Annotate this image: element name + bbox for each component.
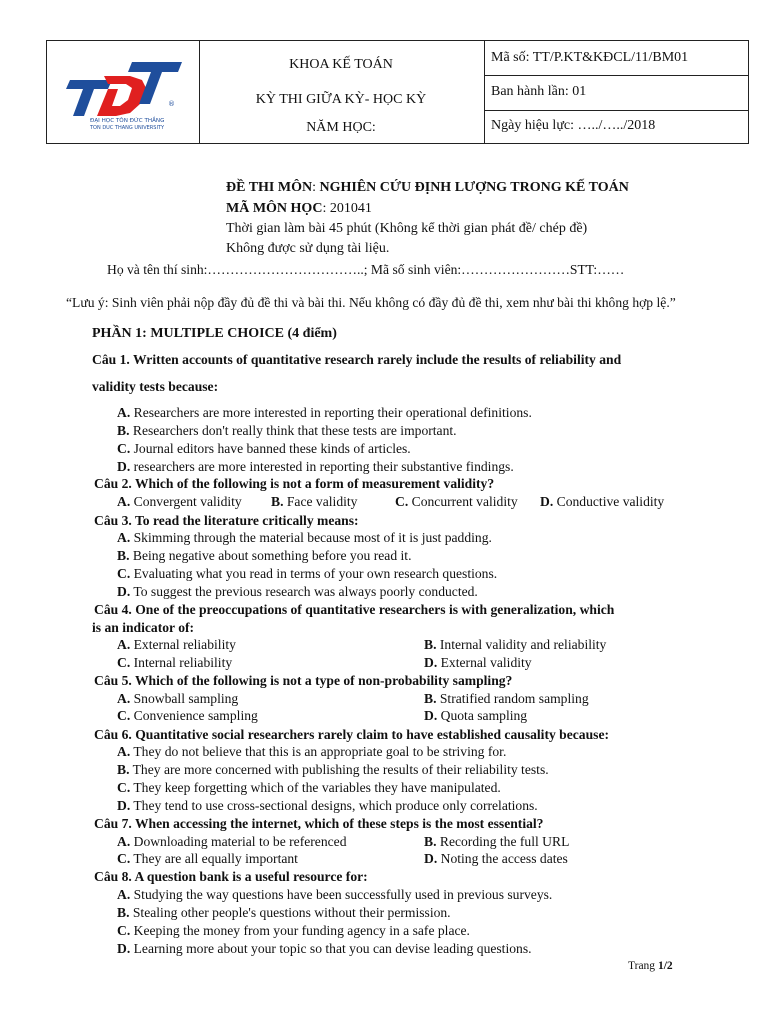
- exam-period: KỲ THI GIỮA KỲ- HỌC KỲ: [255, 92, 427, 107]
- question-text: Written accounts of quantitative research rarely include the results of reliability and: [132, 352, 622, 367]
- option-3d[interactable]: D. To suggest the previous research was always poorly conducted.: [117, 584, 478, 599]
- option-7b[interactable]: B. Recording the full URL: [424, 834, 570, 849]
- option-4d[interactable]: D. External validity: [424, 655, 532, 670]
- option-3a[interactable]: A. Skimming through the material because most of it is just padding.: [117, 530, 492, 545]
- question-1: [92, 352, 621, 368]
- option-1c[interactable]: C. Journal editors have banned these kinds of articles.: [117, 441, 411, 456]
- course-code-value: : 201041: [322, 201, 372, 216]
- option-1a[interactable]: A. Researchers are more interested in reporting their operational definitions.: [117, 405, 532, 420]
- course-code-label: MÃ MÔN HỌC: [226, 201, 323, 216]
- subject-label: ĐỀ THI MÔN: [226, 180, 313, 195]
- option-2a[interactable]: A. Convergent validity: [117, 494, 242, 509]
- question-number: Câu 1.: [92, 352, 130, 367]
- school-year: NĂM HỌC:: [306, 120, 376, 135]
- option-6d[interactable]: D. They tend to use cross-sectional designs, which produce only correlations.: [117, 798, 538, 813]
- option-7d[interactable]: D. Noting the access dates: [424, 851, 568, 866]
- option-8c[interactable]: C. Keeping the money from your funding agency in a safe place.: [117, 923, 470, 938]
- university-logo: [60, 56, 185, 132]
- question-8: Câu 8. A question bank is a useful resource for:: [94, 869, 368, 884]
- question-5: Câu 5. Which of the following is not a type of non-probability sampling?: [94, 673, 513, 688]
- question-3: Câu 3. To read the literature critically means:: [94, 513, 359, 528]
- option-4a[interactable]: A. External reliability: [117, 637, 236, 652]
- logo-line-2: TON DUC THANG UNIVERSITY: [90, 125, 165, 131]
- option-6b[interactable]: B. They are more concerned with publishing the results of their reliability tests.: [117, 762, 549, 777]
- faculty-name: KHOA KẾ TOÁN: [289, 57, 393, 72]
- option-6a[interactable]: A. They do not believe that this is an appropriate goal to be striving for.: [117, 744, 507, 759]
- question-4-cont: is an indicator of:: [92, 620, 195, 635]
- option-4b[interactable]: B. Internal validity and reliability: [424, 637, 607, 652]
- course-code: [226, 201, 372, 217]
- option-8d[interactable]: D. Learning more about your topic so that you can devise leading questions.: [117, 941, 532, 956]
- option-5c[interactable]: C. Convenience sampling: [117, 708, 258, 723]
- question-2: Câu 2. Which of the following is not a form of measurement validity?: [94, 476, 495, 491]
- no-materials-note: Không được sử dụng tài liệu.: [226, 241, 390, 256]
- question-1-cont: validity tests because:: [92, 379, 219, 394]
- page-number: Trang 1/2: [628, 960, 673, 972]
- option-8a[interactable]: A. Studying the way questions have been successfully used in previous surveys.: [117, 887, 553, 902]
- option-2c[interactable]: C. Concurrent validity: [395, 494, 518, 509]
- exam-duration: Thời gian làm bài 45 phút (Không kể thời gian phát đề/ chép đề): [226, 221, 588, 236]
- registered-mark: ®: [168, 100, 175, 108]
- form-code: Mã số: TT/P.KT&KĐCL/11/BM01: [491, 50, 689, 65]
- option-8b[interactable]: B. Stealing other people's questions without their permission.: [117, 905, 451, 920]
- question-7: Câu 7. When accessing the internet, which of these steps is the most essential?: [94, 816, 544, 831]
- option-3c[interactable]: C. Evaluating what you read in terms of your own research questions.: [117, 566, 498, 581]
- option-3b[interactable]: B. Being negative about something before you read it.: [117, 548, 412, 563]
- option-7c[interactable]: C. They are all equally important: [117, 851, 298, 866]
- logo-line-1: ĐẠI HỌC TÔN ĐỨC THẮNG: [90, 118, 165, 124]
- option-5b[interactable]: B. Stratified random sampling: [424, 691, 589, 706]
- option-4c[interactable]: C. Internal reliability: [117, 655, 233, 670]
- logo-graphic: [60, 56, 185, 132]
- issue-number: Ban hành lần: 01: [491, 84, 587, 99]
- option-1d[interactable]: D. researchers are more interested in reporting their substantive findings.: [117, 459, 514, 474]
- submission-note: “Lưu ý: Sinh viên phải nộp đầy đủ đề thi và bài thi. Nếu không có đầy đủ đề thi, xem như bài thi không hợp lệ.”: [66, 295, 676, 310]
- effective-date: Ngày hiệu lực: …../…../2018: [491, 118, 656, 133]
- exam-subject: ĐỀ THI MÔN: NGHIÊN CỨU ĐỊNH LƯỢNG TRONG KẾ TOÁN: [226, 180, 629, 195]
- option-6c[interactable]: C. They keep forgetting which of the variables they have manipulated.: [117, 780, 501, 795]
- part-1-title: PHẦN 1: MULTIPLE CHOICE (4 điểm): [92, 326, 337, 341]
- option-2b[interactable]: B. Face validity: [271, 494, 358, 509]
- subject-name-visible: NGHIÊN CỨU ĐỊNH LƯỢNG TRONG KẾ TOÁN: [315, 180, 629, 195]
- option-2d[interactable]: D. Conductive validity: [540, 494, 665, 509]
- question-6: Câu 6. Quantitative social researchers rarely claim to have established causality because:: [94, 727, 610, 742]
- option-1b[interactable]: B. Researchers don't really think that these tests are important.: [117, 423, 457, 438]
- student-info-line: Họ và tên thí sinh:……………………………..; Mã số sinh viên:……………………STT:……: [107, 262, 625, 277]
- question-4: Câu 4. One of the preoccupations of quantitative researchers is with generalization, which: [94, 602, 615, 617]
- option-5a[interactable]: A. Snowball sampling: [117, 691, 239, 706]
- option-7a[interactable]: A. Downloading material to be referenced: [117, 834, 347, 849]
- option-5d[interactable]: D. Quota sampling: [424, 708, 528, 723]
